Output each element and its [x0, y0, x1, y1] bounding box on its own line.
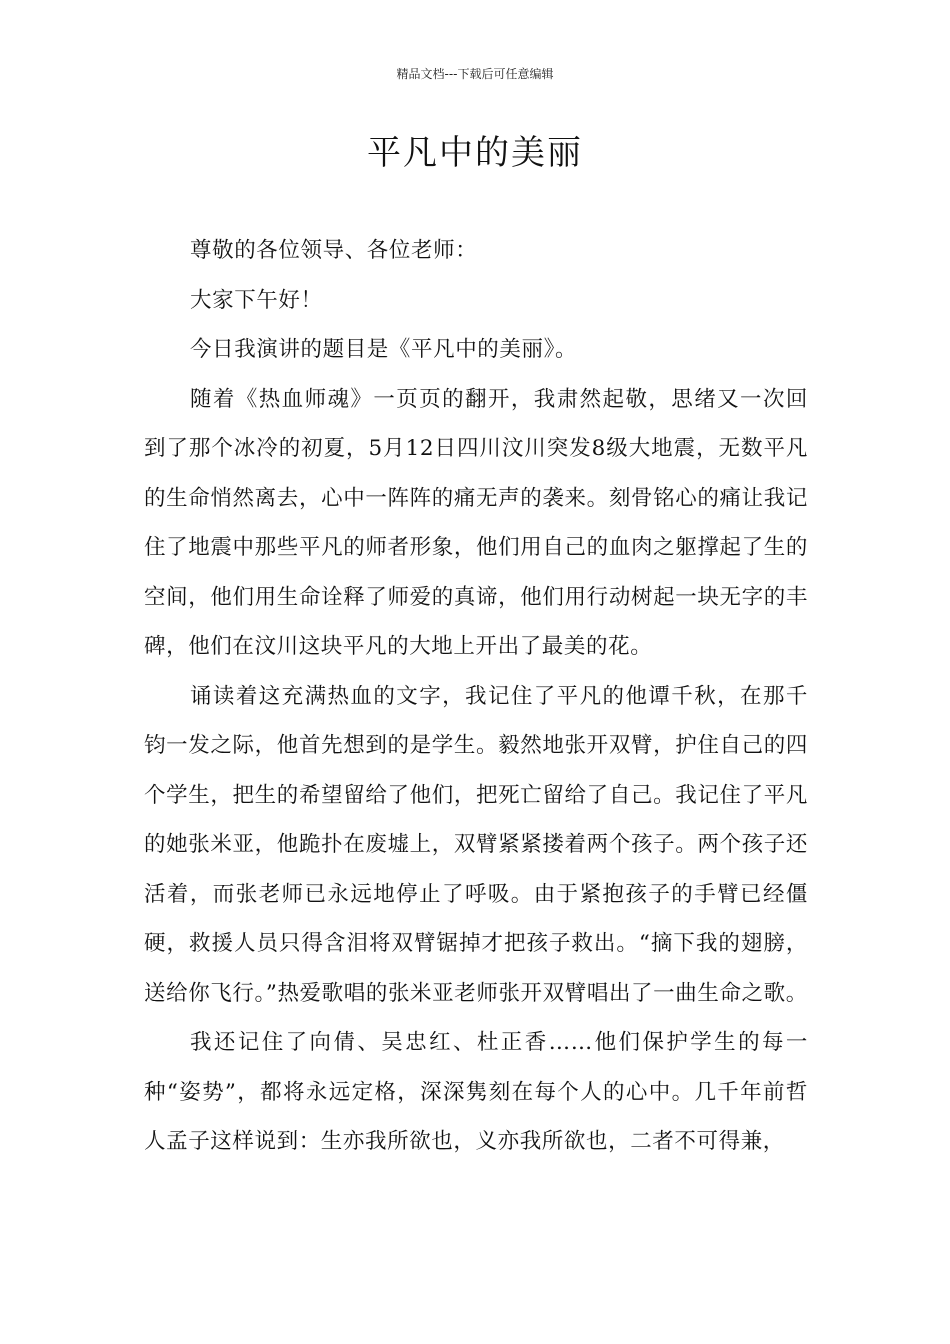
topic-paragraph: 今日我演讲的题目是《平凡中的美丽》。: [190, 337, 578, 362]
body-paragraph: 诵读着这充满热血的文字，我记住了平凡的他谭千秋，在那千钧一发之际，他首先想到的是学生。毅然地张开双臂，护住自己的四个学生，把生的希望留给了他们，把死亡留给了自己。我记住了平凡的她张米亚，他跪扑在废墟上，双臂紧紧搂着两个孩子。两个孩子还活着，而张老师已永远地停止了呼吸。由于紧抱孩子的手臂已经僵硬，救援人员只得含泪将双臂锯掉才把孩子救出。“摘下我的翅膀，送给你飞行。”热爱歌唱的张米亚老师张开双臂唱出了一曲生命之歌。: [144, 683, 808, 1006]
body-paragraph: 随着《热血师魂》一页页的翻开，我肃然起敬，思绪又一次回到了那个冰冷的初夏，5月12日四川汶川突发8级大地震，无数平凡的生命悄然离去，心中一阵阵的痛无声的袭来。刻骨铭心的痛让我记住了地震中那些平凡的师者形象，他们用自己的血肉之躯撑起了生的空间，他们用生命诠释了师爱的真谛，他们用行动树起一块无字的丰碑，他们在汶川这块平凡的大地上开出了最美的花。: [144, 386, 808, 659]
header-note: 精品文档---下载后可任意编辑: [396, 67, 554, 81]
salutation-paragraph: 尊敬的各位领导、各位老师：: [190, 238, 478, 263]
document-body: [144, 226, 808, 1167]
body-paragraph: 我还记住了向倩、吴忠红、杜正香……他们保护学生的每一种“姿势”，都将永远定格，深深隽刻在每个人的心中。几千年前哲人孟子这样说到：生亦我所欲也，义亦我所欲也，二者不可得兼，: [144, 1030, 808, 1154]
greeting-paragraph: 大家下午好！: [190, 287, 323, 313]
document-title: 平凡中的美丽: [367, 133, 583, 173]
